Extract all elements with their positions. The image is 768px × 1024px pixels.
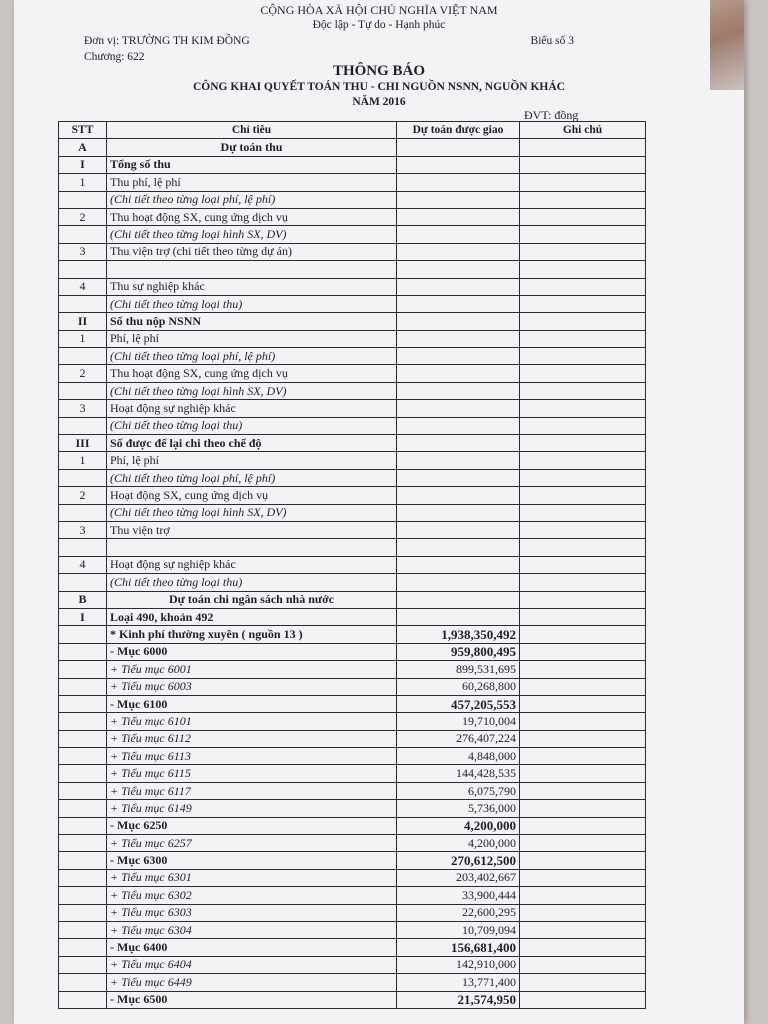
row-amount [397, 574, 520, 591]
row-amount: 13,771,400 [397, 974, 520, 991]
row-indicator: + Tiểu mục 6257 [107, 835, 397, 852]
row-stt [59, 382, 107, 399]
row-indicator: + Tiểu mục 6117 [107, 782, 397, 799]
row-stt [59, 974, 107, 991]
row-amount [397, 330, 520, 347]
row-note [520, 400, 646, 417]
row-amount [397, 591, 520, 608]
table-row [59, 835, 646, 852]
row-amount [397, 348, 520, 365]
row-note [520, 278, 646, 295]
row-note [520, 208, 646, 225]
table-row [59, 504, 646, 521]
row-note [520, 748, 646, 765]
table-row [59, 869, 646, 886]
row-indicator: - Mục 6500 [107, 991, 397, 1008]
row-stt [59, 835, 107, 852]
row-stt: II [59, 313, 107, 330]
row-note [520, 852, 646, 869]
row-indicator: Thu hoạt động SX, cung ứng dịch vụ [107, 208, 397, 225]
table-row [59, 921, 646, 938]
table-row [59, 800, 646, 817]
row-note [520, 435, 646, 452]
row-stt: A [59, 139, 107, 156]
row-stt: 2 [59, 208, 107, 225]
row-note [520, 417, 646, 434]
row-indicator: + Tiểu mục 6303 [107, 904, 397, 921]
document-subtitle: CÔNG KHAI QUYẾT TOÁN THU - CHI NGUỒN NSNN, NGUỒN KHÁC [193, 81, 565, 93]
row-amount: 156,681,400 [397, 939, 520, 956]
row-indicator: + Tiểu mục 6112 [107, 730, 397, 747]
row-indicator [107, 261, 397, 278]
row-stt [59, 695, 107, 712]
row-amount [397, 400, 520, 417]
row-indicator: (Chi tiết theo từng loại phí, lệ phí) [107, 469, 397, 486]
row-indicator: Hoạt động SX, cung ứng dịch vụ [107, 487, 397, 504]
row-indicator [107, 539, 397, 556]
chapter-code: Chương: 622 [84, 51, 145, 63]
row-stt [59, 417, 107, 434]
row-amount [397, 487, 520, 504]
row-indicator: Phí, lệ phí [107, 330, 397, 347]
table-row [59, 521, 646, 538]
table-row [59, 348, 646, 365]
row-stt: III [59, 435, 107, 452]
row-note [520, 156, 646, 173]
row-indicator: - Mục 6100 [107, 695, 397, 712]
row-amount: 6,075,790 [397, 782, 520, 799]
row-note [520, 539, 646, 556]
row-stt: 2 [59, 365, 107, 382]
row-indicator: + Tiểu mục 6113 [107, 748, 397, 765]
row-note [520, 556, 646, 573]
row-indicator: (Chi tiết theo từng loại phí, lệ phí) [107, 191, 397, 208]
row-indicator: - Mục 6250 [107, 817, 397, 834]
row-stt [59, 748, 107, 765]
table-row [59, 556, 646, 573]
row-indicator: - Mục 6400 [107, 939, 397, 956]
row-note [520, 574, 646, 591]
row-stt [59, 782, 107, 799]
row-amount: 457,205,553 [397, 695, 520, 712]
table-row [59, 608, 646, 625]
row-stt [59, 852, 107, 869]
row-amount: 899,531,695 [397, 661, 520, 678]
row-stt [59, 678, 107, 695]
row-note [520, 904, 646, 921]
table-row [59, 382, 646, 399]
table-row [59, 626, 646, 643]
row-note [520, 521, 646, 538]
table-row [59, 365, 646, 382]
row-indicator: (Chi tiết theo từng loại hình SX, DV) [107, 504, 397, 521]
row-note [520, 782, 646, 799]
row-amount: 959,800,495 [397, 643, 520, 660]
table-row [59, 243, 646, 260]
row-indicator: Thu viện trợ [107, 521, 397, 538]
row-stt [59, 504, 107, 521]
row-amount [397, 504, 520, 521]
table-row [59, 695, 646, 712]
row-note [520, 608, 646, 625]
row-amount [397, 191, 520, 208]
table-row [59, 226, 646, 243]
row-amount [397, 261, 520, 278]
table-row [59, 730, 646, 747]
table-row [59, 435, 646, 452]
table-row [59, 156, 646, 173]
row-indicator: Thu hoạt động SX, cung ứng dịch vụ [107, 365, 397, 382]
row-note [520, 921, 646, 938]
row-amount [397, 174, 520, 191]
row-note [520, 243, 646, 260]
row-note [520, 678, 646, 695]
table-row [59, 539, 646, 556]
row-amount: 4,200,000 [397, 835, 520, 852]
row-amount: 22,600,295 [397, 904, 520, 921]
row-stt [59, 956, 107, 973]
row-note [520, 469, 646, 486]
row-note [520, 835, 646, 852]
row-stt [59, 469, 107, 486]
row-note [520, 174, 646, 191]
table-row [59, 208, 646, 225]
row-stt: B [59, 591, 107, 608]
table-row [59, 765, 646, 782]
row-amount [397, 243, 520, 260]
row-amount: 1,938,350,492 [397, 626, 520, 643]
table-row [59, 313, 646, 330]
row-amount: 33,900,444 [397, 887, 520, 904]
row-stt [59, 226, 107, 243]
row-amount [397, 521, 520, 538]
row-amount: 144,428,535 [397, 765, 520, 782]
table-row [59, 939, 646, 956]
table-row [59, 904, 646, 921]
row-stt: 4 [59, 556, 107, 573]
row-indicator: (Chi tiết theo từng loại thu) [107, 295, 397, 312]
row-amount [397, 556, 520, 573]
row-amount: 203,402,667 [397, 869, 520, 886]
document-year: NĂM 2016 [352, 96, 406, 108]
row-amount [397, 608, 520, 625]
row-amount [397, 156, 520, 173]
row-indicator: - Mục 6300 [107, 852, 397, 869]
row-indicator: + Tiểu mục 6001 [107, 661, 397, 678]
row-stt: 3 [59, 400, 107, 417]
row-amount: 19,710,004 [397, 713, 520, 730]
row-note [520, 956, 646, 973]
header-assigned-budget: Dự toán được giao [397, 122, 520, 139]
row-note [520, 974, 646, 991]
row-note [520, 939, 646, 956]
row-amount [397, 313, 520, 330]
row-indicator: + Tiểu mục 6304 [107, 921, 397, 938]
row-amount [397, 435, 520, 452]
row-note [520, 800, 646, 817]
table-row [59, 261, 646, 278]
nation-heading: CỘNG HÒA XÃ HỘI CHỦ NGHĨA VIỆT NAM [260, 3, 498, 17]
row-indicator: Loại 490, khoản 492 [107, 608, 397, 625]
row-note [520, 313, 646, 330]
row-note [520, 591, 646, 608]
row-stt [59, 765, 107, 782]
row-stt: 4 [59, 278, 107, 295]
row-stt [59, 817, 107, 834]
table-row [59, 991, 646, 1008]
row-stt: I [59, 608, 107, 625]
header-stt: STT [59, 122, 107, 139]
budget-table [58, 121, 646, 1009]
table-row [59, 956, 646, 973]
row-indicator: + Tiểu mục 6115 [107, 765, 397, 782]
table-row [59, 174, 646, 191]
row-note [520, 626, 646, 643]
row-stt [59, 661, 107, 678]
row-stt [59, 539, 107, 556]
table-header-row [59, 122, 646, 139]
row-indicator: + Tiểu mục 6003 [107, 678, 397, 695]
row-indicator: Hoạt động sự nghiệp khác [107, 556, 397, 573]
row-note [520, 817, 646, 834]
row-amount [397, 417, 520, 434]
row-stt [59, 887, 107, 904]
row-stt [59, 921, 107, 938]
row-indicator: + Tiểu mục 6449 [107, 974, 397, 991]
row-note [520, 382, 646, 399]
row-stt [59, 991, 107, 1008]
row-indicator: Số thu nộp NSNN [107, 313, 397, 330]
row-amount: 4,200,000 [397, 817, 520, 834]
row-note [520, 887, 646, 904]
row-note [520, 713, 646, 730]
row-amount [397, 278, 520, 295]
row-stt: 2 [59, 487, 107, 504]
row-amount [397, 452, 520, 469]
document-title: THÔNG BÁO [332, 63, 426, 79]
row-note [520, 295, 646, 312]
row-amount [397, 365, 520, 382]
row-stt: I [59, 156, 107, 173]
row-note [520, 226, 646, 243]
row-stt [59, 348, 107, 365]
row-stt [59, 730, 107, 747]
row-amount [397, 139, 520, 156]
row-amount: 21,574,950 [397, 991, 520, 1008]
row-indicator: Dự toán thu [107, 139, 397, 156]
row-indicator: * Kinh phí thường xuyên ( nguồn 13 ) [107, 626, 397, 643]
table-row [59, 974, 646, 991]
table-row [59, 643, 646, 660]
row-note [520, 504, 646, 521]
row-stt [59, 869, 107, 886]
form-number: Biểu số 3 [530, 35, 574, 47]
row-note [520, 765, 646, 782]
row-stt [59, 574, 107, 591]
row-indicator: + Tiểu mục 6101 [107, 713, 397, 730]
table-row [59, 330, 646, 347]
row-note [520, 643, 646, 660]
row-stt [59, 904, 107, 921]
row-stt [59, 713, 107, 730]
row-amount [397, 226, 520, 243]
row-amount [397, 295, 520, 312]
row-note [520, 330, 646, 347]
table-row [59, 852, 646, 869]
row-note [520, 365, 646, 382]
row-indicator: Thu sự nghiệp khác [107, 278, 397, 295]
row-stt [59, 261, 107, 278]
table-row [59, 887, 646, 904]
table-row [59, 139, 646, 156]
row-amount [397, 208, 520, 225]
row-stt [59, 939, 107, 956]
row-indicator: (Chi tiết theo từng loại hình SX, DV) [107, 382, 397, 399]
row-amount: 276,407,224 [397, 730, 520, 747]
row-note [520, 991, 646, 1008]
row-note [520, 869, 646, 886]
row-stt: 1 [59, 174, 107, 191]
header-note: Ghi chú [520, 122, 646, 139]
row-indicator: (Chi tiết theo từng loại thu) [107, 574, 397, 591]
table-row [59, 713, 646, 730]
row-indicator: Thu viện trợ (chi tiết theo từng dự án) [107, 243, 397, 260]
table-row [59, 487, 646, 504]
row-stt [59, 295, 107, 312]
row-note [520, 661, 646, 678]
row-indicator: + Tiểu mục 6301 [107, 869, 397, 886]
table-row [59, 748, 646, 765]
row-indicator: + Tiểu mục 6149 [107, 800, 397, 817]
table-row [59, 782, 646, 799]
row-indicator: - Mục 6000 [107, 643, 397, 660]
row-amount: 4,848,000 [397, 748, 520, 765]
row-note [520, 452, 646, 469]
row-stt: 1 [59, 452, 107, 469]
row-amount: 142,910,000 [397, 956, 520, 973]
row-note [520, 695, 646, 712]
table-row [59, 591, 646, 608]
table-row [59, 417, 646, 434]
row-note [520, 348, 646, 365]
row-indicator: Hoạt động sự nghiệp khác [107, 400, 397, 417]
row-indicator: (Chi tiết theo từng loại hình SX, DV) [107, 226, 397, 243]
unit-name: Đơn vị: TRƯỜNG TH KIM ĐỒNG [84, 35, 250, 47]
row-amount [397, 469, 520, 486]
row-stt [59, 643, 107, 660]
table-row [59, 278, 646, 295]
row-amount: 5,736,000 [397, 800, 520, 817]
row-stt [59, 191, 107, 208]
row-note [520, 261, 646, 278]
row-note [520, 487, 646, 504]
table-row [59, 400, 646, 417]
table-row [59, 678, 646, 695]
row-indicator: Tổng số thu [107, 156, 397, 173]
row-indicator: Số được để lại chi theo chế độ [107, 435, 397, 452]
row-stt [59, 626, 107, 643]
row-note [520, 191, 646, 208]
table-row [59, 817, 646, 834]
row-stt: 1 [59, 330, 107, 347]
header-indicator: Chỉ tiêu [107, 122, 397, 139]
row-amount: 270,612,500 [397, 852, 520, 869]
row-indicator: + Tiểu mục 6404 [107, 956, 397, 973]
row-stt: 3 [59, 243, 107, 260]
row-stt: 3 [59, 521, 107, 538]
row-indicator: (Chi tiết theo từng loại phí, lệ phí) [107, 348, 397, 365]
row-amount [397, 382, 520, 399]
row-indicator: Phí, lệ phí [107, 452, 397, 469]
table-row [59, 574, 646, 591]
row-note [520, 730, 646, 747]
row-indicator: Dự toán chi ngân sách nhà nước [107, 591, 397, 608]
document-sheet [14, 0, 744, 1024]
table-row [59, 191, 646, 208]
row-stt [59, 800, 107, 817]
row-amount [397, 539, 520, 556]
row-amount: 10,709,094 [397, 921, 520, 938]
row-note [520, 139, 646, 156]
table-row [59, 452, 646, 469]
table-row [59, 469, 646, 486]
row-indicator: Thu phí, lệ phí [107, 174, 397, 191]
row-amount: 60,268,800 [397, 678, 520, 695]
currency-unit-note: ĐVT: đồng [524, 108, 579, 122]
table-row [59, 295, 646, 312]
row-indicator: + Tiểu mục 6302 [107, 887, 397, 904]
table-row [59, 661, 646, 678]
motto: Độc lập - Tự do - Hạnh phúc [312, 19, 446, 31]
row-indicator: (Chi tiết theo từng loại thu) [107, 417, 397, 434]
